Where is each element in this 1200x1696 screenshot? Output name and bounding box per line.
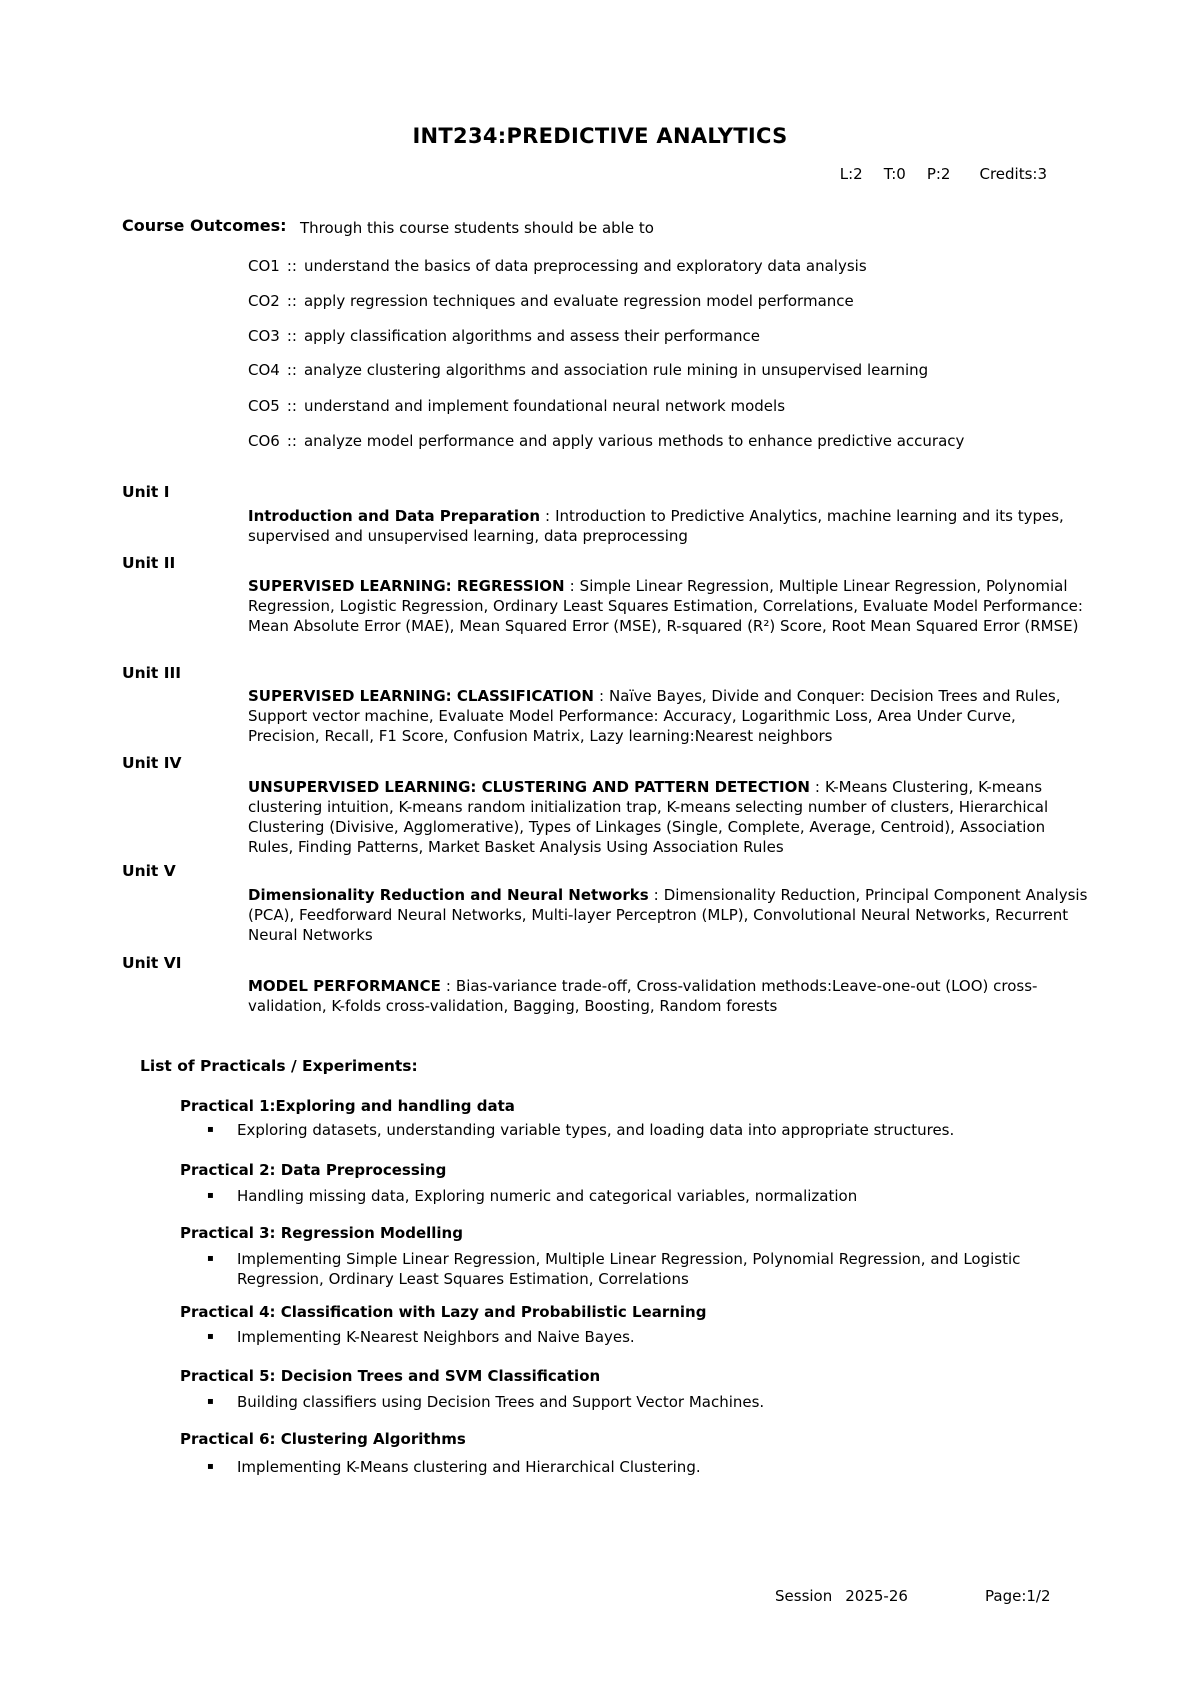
practical-point — [205, 1392, 1065, 1412]
unit-text: Simple Linear Regression, Multiple Linear Regression, Polynomial Regression, Logistic Regression, Ordinary Least Squares Estimation, Correlations, Evaluate Model Performance: Mean Absolute Error (MAE), Mean Squared Error (MSE), R-squared (R²) Score, Root Mean Squared Error (RMSE) — [248, 577, 1083, 635]
unit-topic: UNSUPERVISED LEARNING: CLUSTERING AND PATTERN DETECTION — [248, 778, 810, 796]
unit-description — [248, 686, 1088, 746]
unit-text: Introduction to Predictive Analytics, machine learning and its types, supervised and unsupervised learning, data preprocessing — [248, 507, 1064, 545]
practical-title: Practical 1:Exploring and handling data — [180, 1097, 515, 1115]
practical-title: Practical 4: Classification with Lazy and Probabilistic Learning — [180, 1303, 707, 1321]
bullet-icon: ▪ — [207, 1190, 214, 1201]
unit-label: Unit I — [122, 483, 170, 501]
bullet-icon: ▪ — [207, 1461, 214, 1472]
practical-point — [205, 1327, 1065, 1347]
co-text: analyze model performance and apply various methods to enhance predictive accuracy — [303, 432, 965, 450]
bullet-icon: ▪ — [207, 1396, 214, 1407]
co-separator: :: — [286, 327, 297, 345]
co-code: CO5 — [248, 397, 280, 415]
practical-title: Practical 3: Regression Modelling — [180, 1224, 463, 1242]
practical-point — [205, 1120, 1065, 1140]
unit-separator: : — [445, 977, 451, 995]
practical-title: Practical 2: Data Preprocessing — [180, 1161, 447, 1179]
course-outcome-row — [248, 291, 854, 311]
co-text: apply classification algorithms and assess their performance — [303, 327, 760, 345]
course-outcomes-heading: Course Outcomes: — [122, 216, 287, 235]
unit-label: Unit VI — [122, 954, 182, 972]
footer-session — [775, 1586, 908, 1606]
unit-topic: MODEL PERFORMANCE — [248, 977, 441, 995]
footer-page-number: Page:1/2 — [985, 1587, 1051, 1605]
unit-separator: : — [653, 886, 659, 904]
unit-separator: : — [598, 687, 605, 705]
practical-point-text: Exploring datasets, understanding variable types, and loading data into appropriate structures. — [237, 1121, 955, 1139]
unit-separator: : — [569, 577, 575, 595]
course-outcome-row — [248, 256, 867, 276]
practical-point — [205, 1186, 1065, 1206]
co-text: understand and implement foundational neural network models — [303, 397, 786, 415]
session-label: Session — [775, 1587, 833, 1605]
unit-topic: Introduction and Data Preparation — [248, 507, 541, 525]
unit-topic: Dimensionality Reduction and Neural Networks — [248, 886, 649, 904]
co-text: understand the basics of data preprocessing and exploratory data analysis — [303, 257, 867, 275]
practical-point-text: Implementing K-Means clustering and Hierarchical Clustering. — [237, 1458, 701, 1476]
credit-scheme — [840, 164, 1047, 184]
co-code: CO1 — [248, 257, 280, 275]
unit-separator: : — [545, 507, 551, 525]
page-title: INT234:PREDICTIVE ANALYTICS — [412, 124, 788, 148]
unit-label: Unit IV — [122, 754, 182, 772]
unit-description — [248, 576, 1088, 636]
practical-title: Practical 6: Clustering Algorithms — [180, 1430, 466, 1448]
practical-point — [205, 1457, 1065, 1477]
practical-point-text: Building classifiers using Decision Trees and Support Vector Machines. — [237, 1393, 765, 1411]
co-code: CO4 — [248, 361, 280, 379]
co-separator: :: — [286, 432, 297, 450]
course-outcomes-intro: Through this course students should be able to — [300, 219, 654, 237]
unit-label: Unit V — [122, 862, 176, 880]
bullet-icon: ▪ — [207, 1124, 214, 1135]
co-code: CO2 — [248, 292, 280, 310]
practical-title: Practical 5: Decision Trees and SVM Classification — [180, 1367, 601, 1385]
unit-separator: : — [814, 778, 820, 796]
co-separator: :: — [286, 397, 297, 415]
unit-description — [248, 777, 1088, 857]
co-code: CO3 — [248, 327, 280, 345]
course-outcome-row — [248, 431, 964, 451]
co-text: apply regression techniques and evaluate regression model performance — [303, 292, 854, 310]
bullet-icon: ▪ — [207, 1331, 214, 1342]
co-code: CO6 — [248, 432, 280, 450]
co-separator: :: — [286, 361, 297, 379]
unit-text: Bias-variance trade-off, Cross-validation methods:Leave-one-out (LOO) cross-validation, K-folds cross-validation, Bagging, Boosting, Random forests — [248, 977, 1038, 1015]
co-separator: :: — [286, 257, 297, 275]
practical-credits: P:2 — [926, 165, 951, 183]
practicals-heading: List of Practicals / Experiments: — [140, 1057, 418, 1075]
practical-point-text: Handling missing data, Exploring numeric and categorical variables, normalization — [237, 1187, 858, 1205]
unit-description — [248, 976, 1088, 1016]
session-value: 2025-26 — [845, 1587, 908, 1605]
bullet-icon: ▪ — [207, 1253, 214, 1264]
course-outcome-row — [248, 326, 760, 346]
unit-text: Dimensionality Reduction, Principal Component Analysis (PCA), Feedforward Neural Networks, Multi-layer Perceptron (MLP), Convolutional Neural Networks, Recurrent Neural Networks — [248, 886, 1088, 944]
total-credits: Credits:3 — [979, 165, 1047, 183]
unit-text: K-Means Clustering, K-means clustering intuition, K-means random initialization trap, K-means selecting number of clusters, Hierarchical Clustering (Divisive, Agglomerative), Types of Linkages (Single, Complete, Average, Centroid), Association Rules, Finding Patterns, Market Basket Analysis Using Association Rules — [248, 778, 1049, 856]
practical-point-text: Implementing K-Nearest Neighbors and Naive Bayes. — [237, 1328, 635, 1346]
practical-point-text: Implementing Simple Linear Regression, Multiple Linear Regression, Polynomial Regression, and Logistic Regression, Ordinary Least Squares Estimation, Correlations — [237, 1250, 1021, 1288]
unit-label: Unit III — [122, 664, 182, 682]
course-outcome-row — [248, 360, 928, 380]
unit-text: Naïve Bayes, Divide and Conquer: Decision Trees and Rules, Support vector machine, Evaluate Model Performance: Accuracy, Logarithmic Loss, Area Under Curve, Precision, Recall, F1 Score, Confusion Matrix, Lazy learning:Nearest neighbors — [248, 687, 1061, 745]
unit-description — [248, 885, 1088, 945]
unit-topic: SUPERVISED LEARNING: REGRESSION — [248, 577, 565, 595]
tutorial-credits: T:0 — [883, 165, 906, 183]
co-text: analyze clustering algorithms and association rule mining in unsupervised learning — [303, 361, 929, 379]
lecture-credits: L:2 — [839, 165, 863, 183]
practical-point — [205, 1249, 1065, 1289]
course-outcome-row — [248, 396, 785, 416]
co-separator: :: — [286, 292, 297, 310]
unit-description — [248, 506, 1088, 546]
unit-topic: SUPERVISED LEARNING: CLASSIFICATION — [248, 687, 594, 705]
unit-label: Unit II — [122, 554, 176, 572]
